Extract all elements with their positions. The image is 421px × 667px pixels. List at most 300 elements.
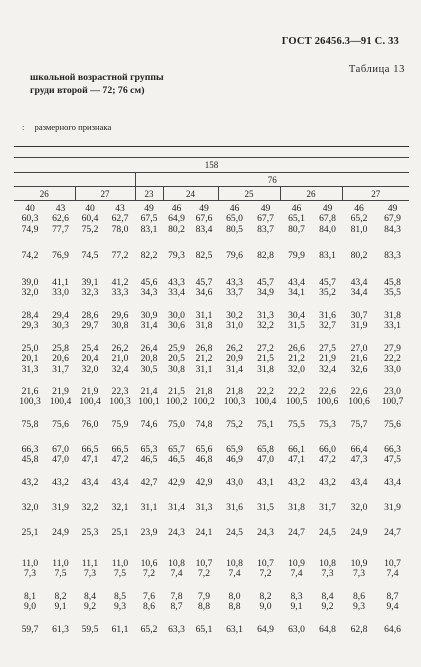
cell-value: 7,3: [353, 568, 365, 580]
cell-value: 11,1: [81, 558, 99, 569]
table-cell: [163, 503, 190, 525]
cell-value: 59,5: [81, 624, 99, 635]
cell-value: 65,1: [288, 213, 305, 225]
col-header-23: 23: [135, 187, 163, 201]
cell-value: 43,2: [319, 477, 336, 488]
cell-value: 33,7: [226, 287, 243, 299]
cell-value: 49: [199, 203, 209, 214]
cell-value: 46,9: [226, 454, 243, 466]
cell-value: 46: [229, 203, 240, 214]
table-subtitle-line-2: груди второй — 72; 76 см): [30, 85, 145, 96]
table-cell: [163, 478, 190, 500]
table-cell: [313, 625, 342, 647]
cell-value: 82,5: [195, 250, 213, 261]
cell-value: 32,7: [319, 320, 336, 332]
cell-value: 25,0: [21, 343, 39, 354]
table-cell: [342, 528, 376, 556]
table-row: [14, 445, 409, 475]
cell-value: 74,2: [21, 250, 39, 261]
table-cell: [218, 445, 251, 475]
chest-header-76: 76: [135, 173, 409, 187]
cell-value: 8,2: [259, 591, 272, 602]
cell-value: 31,3: [257, 310, 274, 321]
cell-value: 25,1: [111, 527, 129, 538]
table-cell: [14, 503, 46, 525]
cell-value: 75,3: [319, 419, 336, 430]
table-cell: [163, 311, 190, 341]
col-header-27a: 27: [75, 187, 135, 201]
cell-value: 66,1: [288, 444, 305, 455]
cell-value: 7,3: [321, 568, 334, 580]
table-cell: [251, 251, 280, 275]
cell-value: 10,7: [384, 558, 401, 569]
sub-header-dot: :: [22, 122, 25, 132]
table-cell: [251, 528, 280, 556]
cell-value: 31,8: [384, 310, 401, 321]
cell-value: 67,8: [319, 213, 336, 225]
cell-value: 28,4: [21, 310, 39, 321]
cell-value: 66,5: [111, 444, 129, 455]
cell-value: 26,2: [111, 343, 129, 354]
cell-value: 27,5: [319, 343, 336, 354]
table-cell: [376, 387, 409, 417]
cell-value: 43,2: [288, 477, 305, 488]
table-cell: [75, 592, 105, 622]
table-cell: [75, 420, 105, 442]
table-cell: [14, 278, 46, 308]
cell-value: 23,9: [140, 527, 158, 538]
cell-value: 10,7: [195, 558, 213, 569]
cell-value: 7,2: [259, 568, 272, 580]
cell-value: 100,4: [254, 396, 277, 408]
table-cell: [105, 503, 135, 525]
cell-value: 24,3: [257, 527, 274, 538]
table-cell: [313, 387, 342, 417]
table-cell: [75, 278, 105, 308]
table-cell: [190, 387, 218, 417]
table-cell: [251, 204, 280, 248]
cell-value: 9,0: [259, 601, 272, 613]
table-label: Таблица 13: [348, 64, 405, 75]
cell-value: 75,6: [52, 419, 69, 430]
cell-value: 22,3: [111, 386, 129, 397]
cell-value: 80,5: [226, 223, 243, 235]
cell-value: 47,0: [257, 454, 274, 466]
cell-value: 9,0: [24, 601, 36, 613]
cell-value: 25,1: [21, 527, 39, 538]
cell-value: 32,2: [81, 502, 99, 513]
cell-value: 31,6: [319, 310, 336, 321]
cell-value: 100,3: [109, 396, 131, 408]
cell-value: 75,2: [226, 419, 243, 430]
cell-value: 47,1: [288, 454, 305, 466]
table-cell: [342, 445, 376, 475]
table-cell: [218, 478, 251, 500]
table-cell: [75, 344, 105, 384]
cell-value: 21,8: [226, 386, 243, 397]
cell-value: 31,8: [257, 363, 274, 375]
cell-value: 30,3: [52, 320, 69, 332]
table-row: [14, 311, 409, 341]
cell-value: 32,2: [257, 320, 274, 332]
table-cell: [46, 311, 75, 341]
cell-value: 31,5: [257, 502, 274, 513]
table-row: [14, 251, 409, 275]
cell-value: 66,0: [319, 444, 336, 455]
col-header-26b: 26: [280, 187, 342, 201]
table-cell: [14, 478, 46, 500]
table-cell: [135, 478, 163, 500]
table-cell: [163, 344, 190, 384]
cell-value: 65,1: [195, 624, 213, 635]
cell-value: 47,2: [111, 454, 129, 466]
cell-value: 100,2: [165, 396, 188, 408]
cell-value: 9,4: [386, 601, 399, 613]
cell-value: 22,2: [288, 386, 305, 397]
table-cell: [342, 251, 376, 275]
table-cell: [376, 344, 409, 384]
table-cell: [342, 503, 376, 525]
cell-value: 30,6: [168, 320, 185, 332]
cell-value: 34,3: [140, 287, 158, 299]
table-row: [14, 559, 409, 589]
cell-value: 100,7: [381, 396, 404, 408]
cell-value: 82,8: [257, 250, 274, 261]
table-cell: [280, 344, 313, 384]
cell-value: 32,1: [111, 502, 129, 513]
chest-header-row: [14, 173, 409, 187]
table-cell: [280, 559, 313, 589]
cell-value: 43,1: [257, 477, 274, 488]
cell-value: 32,0: [21, 502, 39, 513]
cell-value: 22,6: [319, 386, 336, 397]
cell-value: 31,9: [350, 320, 368, 332]
col-header-27b: 27: [342, 187, 409, 201]
table-cell: [46, 251, 75, 275]
cell-value: 7,8: [170, 591, 183, 602]
table-cell: [46, 445, 75, 475]
cell-value: 11,0: [111, 558, 129, 569]
cell-value: 30,8: [168, 363, 185, 375]
table-cell: [105, 625, 135, 647]
cell-value: 33,4: [168, 287, 185, 299]
table-cell: [163, 625, 190, 647]
cell-value: 45,8: [384, 277, 401, 288]
col-header-26a: 26: [14, 187, 75, 201]
cell-value: 79,6: [226, 250, 243, 261]
table-cell: [163, 528, 190, 556]
cell-value: 26,4: [140, 343, 158, 354]
cell-value: 34,1: [288, 287, 305, 299]
table-top-rule: [14, 147, 409, 158]
cell-value: 27,0: [350, 343, 368, 354]
cell-value: 40: [85, 203, 95, 214]
table-cell: [218, 420, 251, 442]
cell-value: 75,9: [111, 419, 129, 430]
cell-value: 60,3: [21, 213, 39, 225]
table-cell: [14, 311, 46, 341]
table-cell: [342, 625, 376, 647]
cell-value: 21,0: [111, 353, 129, 365]
table-cell: [14, 528, 46, 556]
table-cell: [75, 503, 105, 525]
table-cell: [313, 204, 342, 248]
table-row: [14, 420, 409, 442]
cell-value: 31,4: [140, 320, 158, 332]
table-cell: [280, 528, 313, 556]
cell-value: 8,1: [24, 591, 36, 602]
sub-header: [22, 122, 111, 132]
table-cell: [14, 592, 46, 622]
table-cell: [280, 503, 313, 525]
table-cell: [218, 592, 251, 622]
cell-value: 32,0: [21, 287, 39, 299]
cell-value: 24,3: [168, 527, 185, 538]
table-cell: [280, 204, 313, 248]
cell-value: 33,1: [384, 320, 401, 332]
cell-value: 45,8: [21, 454, 39, 466]
table-cell: [46, 559, 75, 589]
table-cell: [342, 204, 376, 248]
cell-value: 7,5: [54, 568, 67, 580]
cell-value: 75,6: [384, 419, 401, 430]
table-cell: [251, 344, 280, 384]
cell-value: 9,3: [114, 601, 126, 613]
table-cell: [135, 528, 163, 556]
table-cell: [218, 387, 251, 417]
table-cell: [313, 251, 342, 275]
cell-value: 75,2: [81, 223, 99, 235]
table-cell: [342, 420, 376, 442]
cell-value: 62,7: [111, 213, 129, 225]
cell-value: 41,2: [111, 277, 129, 288]
cell-value: 10,9: [350, 558, 368, 569]
cell-value: 100,3: [223, 396, 246, 408]
cell-value: 75,5: [288, 419, 305, 430]
cell-value: 34,6: [195, 287, 213, 299]
cell-value: 75,1: [257, 419, 274, 430]
cell-value: 64,9: [168, 213, 185, 225]
cell-value: 33,3: [111, 287, 129, 299]
table-cell: [135, 311, 163, 341]
table-cell: [342, 344, 376, 384]
table-cell: [376, 478, 409, 500]
cell-value: 31,4: [226, 363, 243, 375]
cell-value: 31,7: [319, 502, 336, 513]
cell-value: 35,2: [319, 287, 336, 299]
cell-value: 31,9: [52, 502, 69, 513]
gost-reference: ГОСТ 26456.3—91 С. 33: [281, 36, 399, 47]
cell-value: 24,1: [195, 527, 213, 538]
cell-value: 80,2: [168, 223, 185, 235]
cell-value: 20,8: [140, 353, 158, 365]
table-cell: [105, 344, 135, 384]
cell-value: 24,5: [226, 527, 243, 538]
col-header-24: 24: [163, 187, 218, 201]
cell-value: 62,8: [350, 624, 368, 635]
table-cell: [251, 278, 280, 308]
cell-value: 20,6: [52, 353, 69, 365]
cell-value: 31,1: [140, 502, 158, 513]
cell-value: 78,0: [111, 223, 129, 235]
table-cell: [218, 344, 251, 384]
table-cell: [14, 344, 46, 384]
table-cell: [251, 311, 280, 341]
cell-value: 80,7: [288, 223, 305, 235]
cell-value: 74,5: [81, 250, 99, 261]
cell-value: 100,5: [285, 396, 308, 408]
table-cell: [280, 478, 313, 500]
table-cell: [313, 528, 342, 556]
cell-value: 8,8: [228, 601, 241, 613]
cell-value: 7,3: [84, 568, 96, 580]
cell-value: 75,0: [168, 419, 185, 430]
cell-value: 22,2: [384, 353, 401, 365]
table-cell: [376, 204, 409, 248]
cell-value: 24,7: [384, 527, 401, 538]
cell-value: 8,4: [84, 591, 96, 602]
table-cell: [251, 478, 280, 500]
cell-value: 21,5: [257, 353, 274, 365]
height-header-158: 158: [14, 158, 409, 173]
table-cell: [342, 278, 376, 308]
cell-value: 40: [25, 203, 35, 214]
cell-value: 46,5: [140, 454, 158, 466]
table-cell: [280, 420, 313, 442]
table-cell: [190, 625, 218, 647]
cell-value: 43,4: [384, 477, 401, 488]
cell-value: 7,2: [143, 568, 155, 580]
cell-value: 76,0: [81, 419, 99, 430]
cell-value: 47,0: [52, 454, 69, 466]
cell-value: 83,1: [140, 223, 158, 235]
table-cell: [342, 559, 376, 589]
cell-value: 67,5: [140, 213, 158, 225]
table-cell: [313, 592, 342, 622]
waist-header-row: [14, 187, 409, 201]
table-row: [14, 592, 409, 622]
cell-value: 82,2: [140, 250, 158, 261]
cell-value: 84,3: [384, 223, 401, 235]
cell-value: 84,0: [319, 223, 336, 235]
cell-value: 46,8: [195, 454, 213, 466]
cell-value: 77,7: [52, 223, 69, 235]
table-cell: [105, 278, 135, 308]
cell-value: 65,9: [226, 444, 243, 455]
cell-value: 43,4: [288, 277, 305, 288]
table-row: [14, 204, 409, 248]
cell-value: 8,3: [290, 591, 303, 602]
table-cell: [280, 251, 313, 275]
cell-value: 64,8: [319, 624, 336, 635]
table-cell: [163, 420, 190, 442]
cell-value: 32,0: [288, 363, 305, 375]
table-cell: [46, 344, 75, 384]
table-cell: [135, 592, 163, 622]
cell-value: 100,4: [79, 396, 101, 408]
cell-value: 100,4: [49, 396, 72, 408]
table-cell: [46, 278, 75, 308]
table-cell: [163, 592, 190, 622]
cell-value: 39,0: [21, 277, 39, 288]
cell-value: 100,2: [193, 396, 215, 408]
table-cell: [14, 559, 46, 589]
cell-value: 59,7: [21, 624, 39, 635]
table-cell: [376, 278, 409, 308]
cell-value: 66,3: [384, 444, 401, 455]
table-row: [14, 278, 409, 308]
table-cell: [190, 278, 218, 308]
table-cell: [135, 625, 163, 647]
table-cell: [376, 311, 409, 341]
table-cell: [218, 559, 251, 589]
cell-value: 11,0: [52, 558, 69, 569]
table-cell: [135, 445, 163, 475]
table-cell: [163, 251, 190, 275]
table-cell: [218, 503, 251, 525]
cell-value: 11,0: [21, 558, 39, 569]
table-cell: [280, 311, 313, 341]
table-cell: [313, 478, 342, 500]
cell-value: 8,7: [386, 591, 399, 602]
table-cell: [190, 478, 218, 500]
table-cell: [313, 278, 342, 308]
table-cell: [376, 625, 409, 647]
cell-value: 8,4: [321, 591, 334, 602]
cell-value: 83,1: [319, 250, 336, 261]
table-cell: [163, 387, 190, 417]
cell-value: 30,8: [111, 320, 129, 332]
cell-value: 42,9: [195, 477, 213, 488]
cell-value: 100,6: [316, 396, 339, 408]
table-row: [14, 528, 409, 556]
cell-value: 21,2: [288, 353, 305, 365]
col-header-25: 25: [218, 187, 280, 201]
cell-value: 10,8: [168, 558, 185, 569]
table-row: [14, 503, 409, 525]
cell-value: 65,7: [168, 444, 185, 455]
cell-value: 31,1: [195, 363, 213, 375]
table-subtitle-line-1: школьной возрастной группы: [30, 72, 164, 83]
table-cell: [105, 445, 135, 475]
table-cell: [280, 445, 313, 475]
table-cell: [75, 251, 105, 275]
cell-value: 76,9: [52, 250, 69, 261]
cell-value: 49: [260, 203, 271, 214]
cell-value: 31,5: [288, 320, 305, 332]
cell-value: 9,2: [84, 601, 96, 613]
cell-value: 20,1: [21, 353, 39, 365]
table-cell: [105, 251, 135, 275]
cell-value: 8,5: [114, 591, 126, 602]
cell-value: 7,4: [170, 568, 183, 580]
cell-value: 29,4: [52, 310, 69, 321]
cell-value: 34,9: [257, 287, 274, 299]
cell-value: 7,4: [386, 568, 399, 580]
table-cell: [218, 204, 251, 248]
cell-value: 41,1: [52, 277, 69, 288]
table-row: [14, 478, 409, 500]
cell-value: 43,2: [21, 477, 39, 488]
table-cell: [75, 311, 105, 341]
cell-value: 79,9: [288, 250, 305, 261]
cell-value: 7,6: [143, 591, 155, 602]
cell-value: 31,8: [288, 502, 305, 513]
height-header-row: [14, 158, 409, 173]
cell-value: 64,9: [257, 624, 274, 635]
cell-value: 31,6: [226, 502, 243, 513]
cell-value: 31,7: [52, 363, 69, 375]
